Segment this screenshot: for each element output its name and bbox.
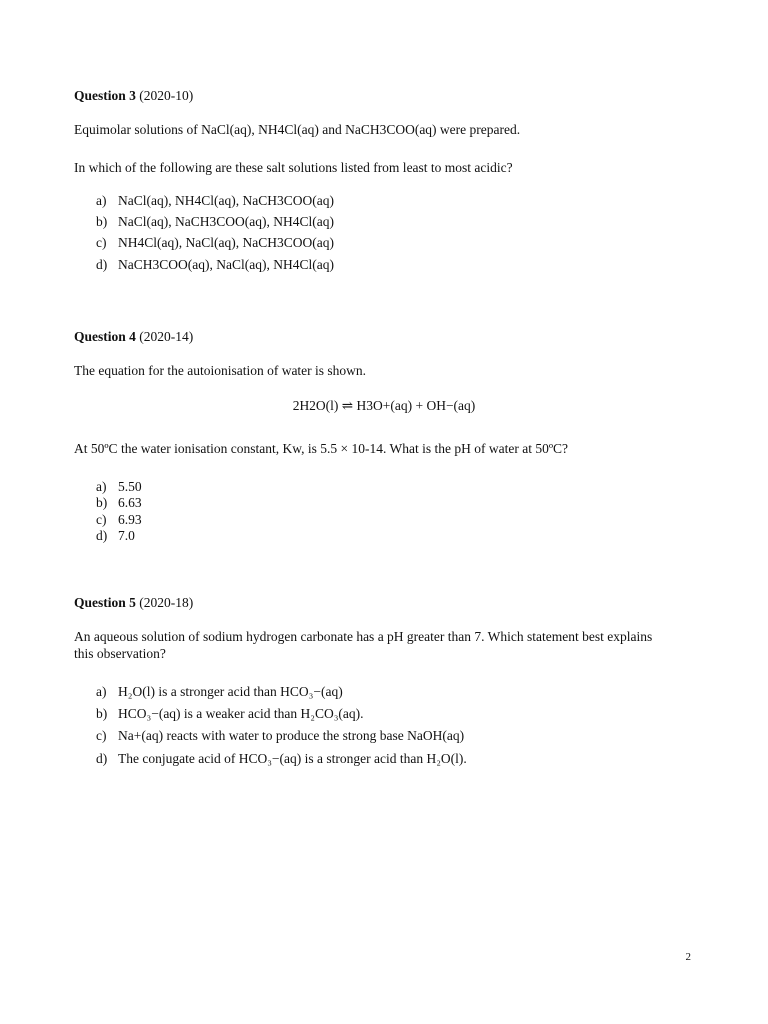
question-4-option-c: c) 6.93 — [96, 512, 142, 527]
question-4-option-a: a) 5.50 — [96, 479, 142, 494]
question-3-heading — [74, 88, 193, 104]
question-5-option-c: c) Na+(aq) reacts with water to produce the strong base NaOH(aq) — [96, 728, 465, 743]
question-5-heading — [74, 595, 193, 611]
question-5-option-a: a) H₂O(l) is a stronger acid than HCO₃−(aq) — [96, 684, 343, 699]
question-5-option-d: d) The conjugate acid of HCO₃−(aq) is a stronger acid than H₂O(l). — [96, 751, 467, 766]
question-3-option-c: c) NH4Cl(aq), NaCl(aq), NaCH3COO(aq) — [96, 235, 334, 250]
question-3-code: (2020-10) — [139, 88, 194, 103]
question-3-option-b: b) NaCl(aq), NaCH3COO(aq), NH4Cl(aq) — [96, 214, 334, 229]
question-5-label: Question 5 — [74, 595, 136, 610]
autoionisation-equation: 2H2O(l) ⇌ H3O+(aq) + OH−(aq) — [292, 398, 476, 413]
question-3-option-a: a) NaCl(aq), NH4Cl(aq), NaCH3COO(aq) — [96, 193, 334, 208]
question-4-code: (2020-14) — [139, 329, 194, 344]
question-4-stem: The equation for the autoionisation of water is shown. — [74, 363, 367, 378]
question-5-stem: An aqueous solution of sodium hydrogen carbonate has a pH greater than 7. Which statement best explains this observation? — [74, 629, 653, 661]
question-4-label: Question 4 — [74, 329, 136, 344]
question-4-option-d: d) 7.0 — [96, 528, 135, 543]
question-3-stem: Equimolar solutions of NaCl(aq), NH4Cl(aq) and NaCH3COO(aq) were prepared. — [74, 122, 521, 137]
question-4-prompt: At 50ºC the water ionisation constant, Kw, is 5.5 × 10-14. What is the pH of water at 50ºC? — [74, 441, 569, 456]
question-3-option-d: d) NaCH3COO(aq), NaCl(aq), NH4Cl(aq) — [96, 257, 334, 272]
question-3-label: Question 3 — [74, 88, 136, 103]
question-4-heading — [74, 329, 193, 345]
question-3-prompt: In which of the following are these salt solutions listed from least to most acidic? — [74, 160, 513, 175]
question-4-option-b: b) 6.63 — [96, 495, 142, 510]
question-5-option-b: b) HCO₃−(aq) is a weaker acid than H₂CO₃(aq). — [96, 706, 364, 721]
question-5-code: (2020-18) — [139, 595, 194, 610]
page-number: 2 — [685, 951, 691, 963]
